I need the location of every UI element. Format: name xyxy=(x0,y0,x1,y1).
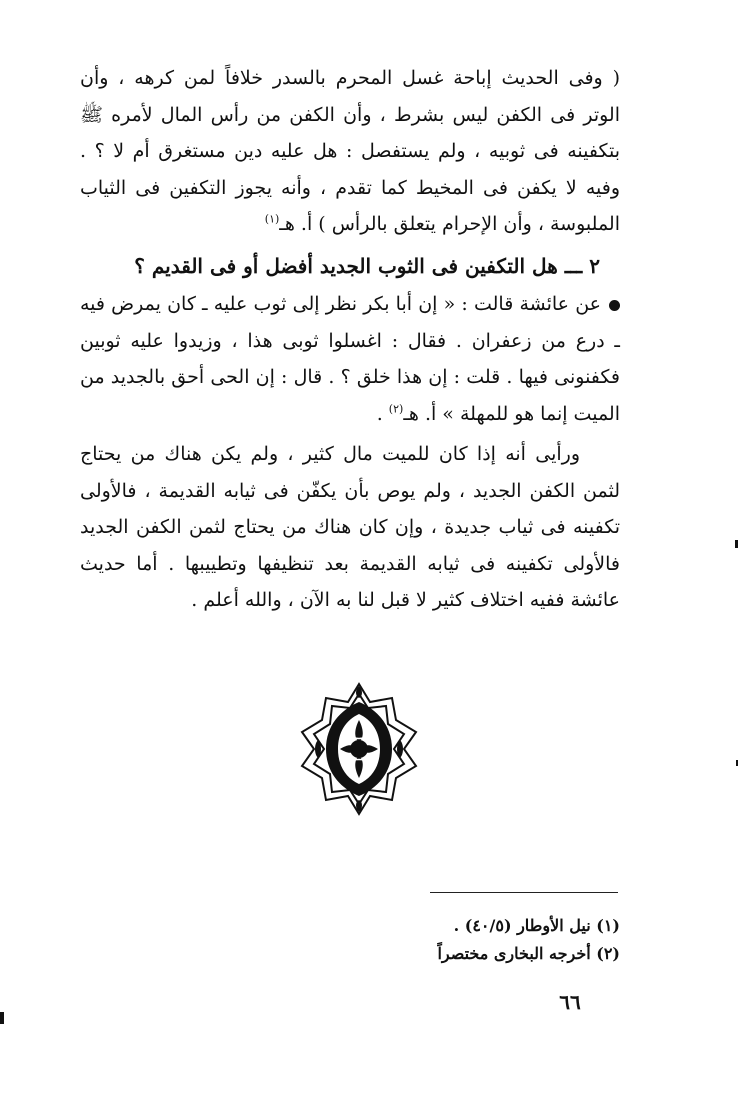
page-number: ٦٦ xyxy=(559,990,581,1014)
arabesque-ornament-icon xyxy=(288,680,430,818)
paragraph-hadith-commentary xyxy=(80,60,620,243)
scan-artifact xyxy=(736,760,738,766)
bullet-icon xyxy=(609,300,620,311)
footnote-ref-1: (١) xyxy=(264,212,280,226)
footnote-1: (١) نيل الأوطار (٤٠/٥) . xyxy=(453,916,620,935)
paragraph-2-end: . xyxy=(376,402,389,425)
paragraph-aisha-hadith xyxy=(80,286,620,432)
paragraph-1-text: ( وفى الحديث إباحة غسل المحرم بالسدر خلافاً لمن كرهه ، وأن الوتر فى الكفن ليس بشرط ، وأن الكفن من رأس المال لأمره ﷺ بتكفينه فى ثوبيه ، ولم يستفصل : هل عليه دين مستغرق أم لا ؟ . وفيه لا يكفن فى المخيط كما تقدم ، وأنه يجوز التكفين فى الثياب الملبوسة ، وأن الإحرام يتعلق بالرأس ) أ. هـ xyxy=(80,67,620,235)
paragraph-2-text: عن عائشة قالت : « إن أبا بكر نظر إلى ثوب عليه ـ كان يمرض فيه ـ درع من زعفران . فقال : اغسلوا ثوبى هذا ، وزيدوا عليه ثوبين فكفنونى فيها . قلت : إن هذا خلق ؟ . قال : إن الحى أحق بالجديد من الميت إنما هو للمهلة » أ. هـ xyxy=(80,293,620,425)
footnote-separator xyxy=(430,892,618,893)
scan-artifact xyxy=(735,540,738,548)
section-heading: ٢ ـــ هل التكفين فى الثوب الجديد أفضل أو فى القديم ؟ xyxy=(134,254,600,278)
paragraph-3-text: ورأيى أنه إذا كان للميت مال كثير ، ولم يكن هناك من يحتاج لثمن الكفن الجديد ، ولم يوص بأن يكفّن فى ثيابه القديمة ، فالأولى تكفينه فى ثياب جديدة ، وإن كان هناك من يحتاج لثمن الكفن الجديد فالأولى تكفينه فى ثيابه القديمة بعد تنظيفها وتطييبها . أما حديث عائشة ففيه اختلاف كثير لا قبل لنا به الآن ، والله أعلم . xyxy=(80,443,620,611)
paragraph-author-opinion xyxy=(80,436,620,619)
footnote-ref-2: (٢) xyxy=(388,402,404,416)
footnote-2: (٢) أخرجه البخارى مختصراً xyxy=(437,944,620,963)
scan-artifact xyxy=(0,1012,4,1024)
